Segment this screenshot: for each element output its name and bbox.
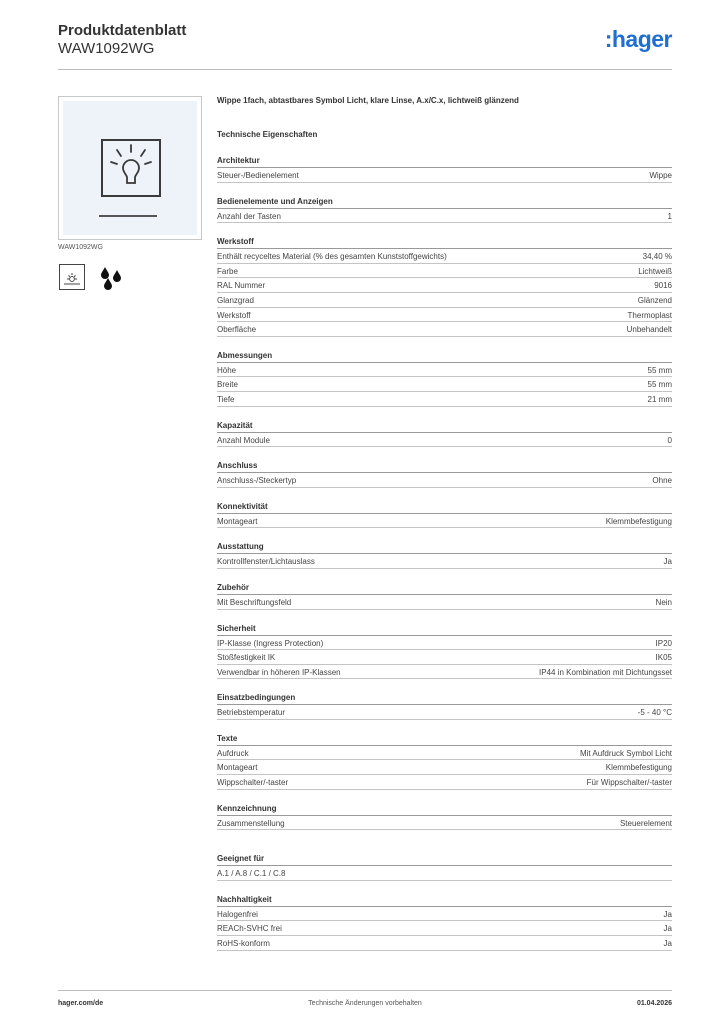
spec-label: RAL Nummer: [217, 281, 266, 291]
spec-value: Ja: [663, 924, 672, 934]
spec-value: Unbehandelt: [626, 325, 672, 335]
spec-label: RoHS-konform: [217, 939, 270, 949]
spec-row: [217, 278, 672, 293]
spec-section: [217, 351, 672, 407]
section-title: Abmessungen: [217, 351, 672, 363]
section-title: Werkstoff: [217, 237, 672, 249]
spec-label: Montageart: [217, 516, 258, 526]
spec-value: Klemmbefestigung: [605, 516, 672, 526]
spec-label: Höhe: [217, 365, 237, 375]
logo-text: hager: [611, 26, 672, 52]
spec-row: [217, 168, 672, 183]
spec-label: Werkstoff: [217, 310, 251, 320]
spec-label: Anschluss-/Steckertyp: [217, 476, 297, 486]
spec-row: [217, 760, 672, 775]
spec-value: Klemmbefestigung: [605, 763, 672, 773]
spec-value: Ja: [663, 939, 672, 949]
spec-value: Thermoplast: [627, 310, 672, 320]
spec-label: IP-Klasse (Ingress Protection): [217, 638, 324, 648]
footer-date: 01.04.2026: [636, 1000, 672, 1007]
spec-label: Montageart: [217, 763, 258, 773]
spec-label: Steuer-/Bedienelement: [217, 171, 299, 180]
spec-section: [217, 197, 672, 224]
section-title: Nachhaltigkeit: [217, 895, 672, 907]
spec-row: [217, 392, 672, 407]
spec-section: [217, 804, 672, 831]
spec-section: [217, 542, 672, 569]
spec-label: Zusammenstellung: [217, 818, 285, 828]
spec-row: [217, 308, 672, 323]
spec-label: Stoßfestigkeit IK: [217, 653, 276, 663]
spec-value: Glänzend: [637, 295, 672, 305]
spec-value: Ja: [663, 557, 672, 567]
spec-row: [217, 264, 672, 279]
spec-value: Lichtweiß: [638, 266, 672, 276]
spec-row: [217, 554, 672, 569]
indoor-light-icon: [59, 264, 85, 290]
product-image: [58, 96, 202, 240]
spec-value: 0: [667, 435, 672, 445]
section-title: Konnektivität: [217, 502, 672, 514]
section-title: Bedienelemente und Anzeigen: [217, 197, 672, 209]
spec-row: [217, 322, 672, 337]
rocker-line: [99, 215, 157, 217]
spec-section: [217, 895, 672, 951]
spec-row: [217, 595, 672, 610]
spec-label: Farbe: [217, 266, 238, 276]
spec-label: Tiefe: [217, 394, 235, 404]
spec-section: [217, 156, 672, 183]
spec-row: [217, 636, 672, 651]
spec-label: Oberfläche: [217, 325, 257, 335]
section-title: Anschluss: [217, 461, 672, 473]
spec-row: [217, 209, 672, 224]
spec-label: Mit Beschriftungsfeld: [217, 597, 292, 607]
spec-row: [217, 866, 672, 881]
spec-section: [217, 421, 672, 448]
section-title: Architektur: [217, 156, 672, 168]
product-description: Wippe 1fach, abtastbares Symbol Licht, klare Linse, A.x/C.x, lichtweiß glänzend: [217, 96, 519, 105]
spec-value: Wippe: [649, 171, 672, 180]
page-footer: [58, 990, 672, 1010]
spec-row: [217, 775, 672, 790]
spec-row: [217, 650, 672, 665]
spec-row: [217, 363, 672, 378]
spec-label: Verwendbar in höheren IP-Klassen: [217, 667, 341, 677]
section-title: Zubehör: [217, 583, 672, 595]
spec-row: [217, 433, 672, 448]
spec-value: IK05: [655, 653, 672, 663]
spec-label: Enthält recyceltes Material (% des gesamten Kunststoffgewichts): [217, 252, 447, 262]
spec-value: Mit Aufdruck Symbol Licht: [579, 748, 672, 758]
spec-label: Anzahl Module: [217, 435, 270, 445]
section-title: Texte: [217, 734, 672, 746]
spec-label: REACh-SVHC frei: [217, 924, 282, 934]
spec-value: 1: [667, 211, 672, 221]
spec-label: Anzahl der Tasten: [217, 211, 281, 221]
spec-label: Aufdruck: [217, 748, 249, 758]
product-code: WAW1092WG: [58, 40, 155, 57]
spec-section: [217, 583, 672, 610]
spec-value: 55 mm: [647, 365, 672, 375]
spec-row: [217, 746, 672, 761]
section-title: Kennzeichnung: [217, 804, 672, 816]
spec-section: [217, 624, 672, 680]
specifications: [217, 96, 672, 951]
spec-value: Ja: [663, 909, 672, 919]
section-title: Sicherheit: [217, 624, 672, 636]
spec-value: Steuerelement: [619, 818, 672, 828]
spec-sections: [217, 156, 672, 951]
spec-value: 9016: [654, 281, 672, 291]
spec-section: [217, 461, 672, 488]
spec-value: 34,40 %: [642, 252, 672, 262]
spec-value: IP20: [655, 638, 672, 648]
spec-section: [217, 237, 672, 337]
spec-row: [217, 377, 672, 392]
spec-value: 21 mm: [647, 394, 672, 404]
spec-value: IP44 in Kombination mit Dichtungsset: [539, 667, 672, 677]
spec-row: [217, 473, 672, 488]
section-title: Ausstattung: [217, 542, 672, 554]
spec-row: [217, 249, 672, 264]
spec-value: -5 - 40 °C: [637, 708, 672, 718]
spec-value: 55 mm: [647, 380, 672, 390]
hager-logo: :hager: [604, 26, 672, 52]
spec-heading: Technische Eigenschaften: [217, 130, 318, 139]
spec-row: [217, 293, 672, 308]
spec-label: Breite: [217, 380, 238, 390]
section-title: Einsatzbedingungen: [217, 693, 672, 705]
spec-label: A.1 / A.8 / C.1 / C.8: [217, 869, 286, 879]
footer-notice: Technische Änderungen vorbehalten: [308, 1000, 422, 1007]
page-header: [58, 20, 672, 70]
spec-section: [217, 502, 672, 529]
document-title: Produktdatenblatt: [58, 22, 187, 39]
lightbulb-icon: [101, 139, 161, 197]
spec-row: [217, 907, 672, 922]
spec-label: Halogenfrei: [217, 909, 258, 919]
spec-row: [217, 921, 672, 936]
spec-label: Glanzgrad: [217, 295, 254, 305]
spec-value: Für Wippschalter/-taster: [586, 778, 672, 788]
spec-section: [217, 854, 672, 881]
spec-row: [217, 816, 672, 831]
spec-row: [217, 665, 672, 680]
spec-section: [217, 734, 672, 790]
section-title: Kapazität: [217, 421, 672, 433]
footer-website[interactable]: hager.com/de: [58, 1000, 104, 1007]
spec-value: Nein: [655, 597, 672, 607]
water-drops-icon: [97, 264, 123, 290]
spec-value: Ohne: [652, 476, 672, 486]
spec-label: Wippschalter/-taster: [217, 778, 289, 788]
spec-section: [217, 693, 672, 720]
spec-row: [217, 705, 672, 720]
spec-row: [217, 514, 672, 529]
spec-label: Kontrollfenster/Lichtauslass: [217, 557, 315, 567]
product-image-surface: [63, 101, 197, 235]
image-caption: WAW1092WG: [58, 244, 103, 251]
spec-row: [217, 936, 672, 951]
section-title: Geeignet für: [217, 854, 672, 866]
spec-label: Betriebstemperatur: [217, 708, 286, 718]
